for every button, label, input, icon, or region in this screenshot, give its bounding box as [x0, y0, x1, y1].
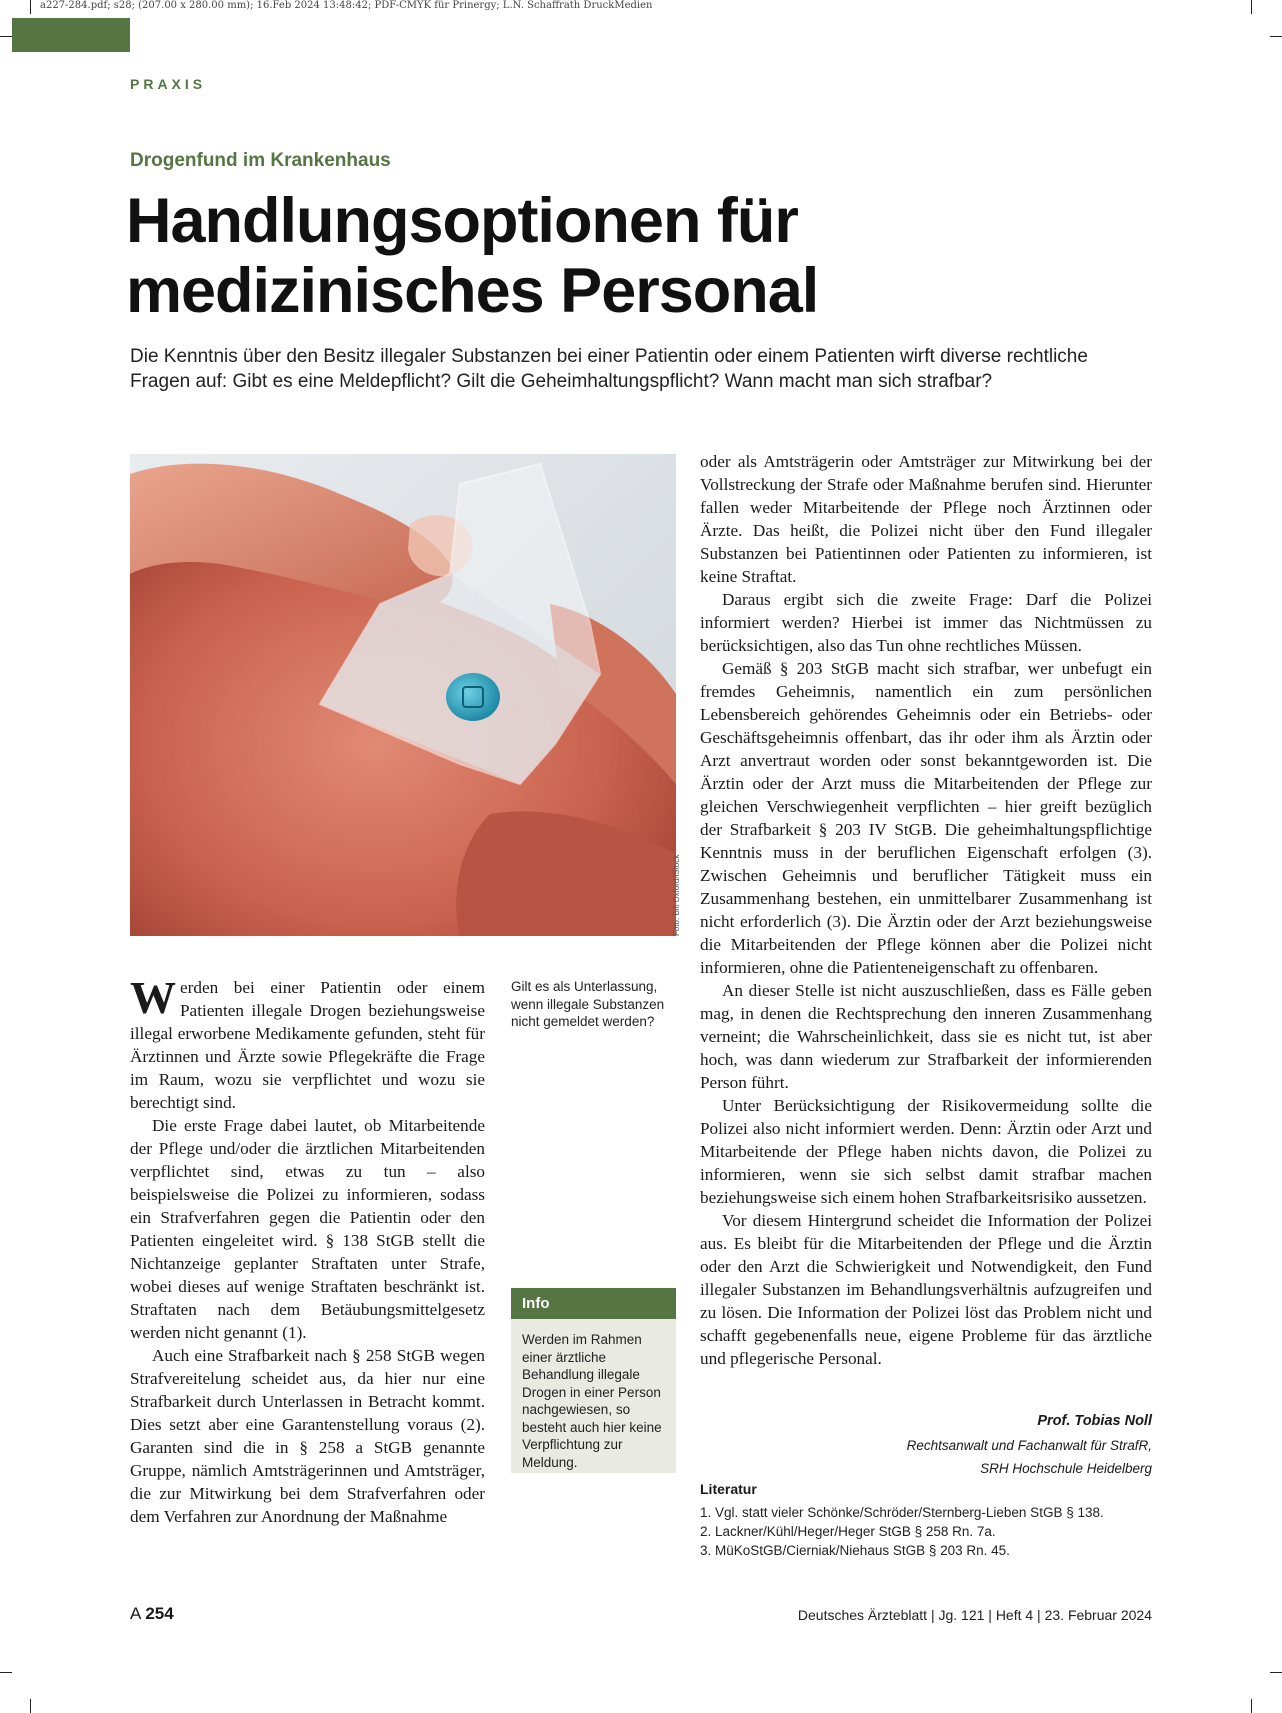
- photo-credit: Foto: Bill Oxford/iStock: [672, 854, 681, 936]
- literature-title: Literatur: [700, 1481, 757, 1497]
- body-column-right: [700, 450, 1152, 1370]
- pull-quote: Gilt es als Unterlassung, wenn illegale Substanzen nicht gemeldet werden?: [511, 979, 665, 1029]
- section-label: PRAXIS: [130, 76, 207, 92]
- article-headline: [126, 186, 1026, 326]
- headline-line-1: Handlungsoptionen für: [126, 186, 798, 256]
- page-prefix: A: [130, 1604, 142, 1623]
- journal-citation: Deutsches Ärzteblatt | Jg. 121 | Heft 4 | 23. Februar 2024: [797, 1607, 1152, 1623]
- body-paragraph: Die erste Frage dabei lautet, ob Mitarbeitende der Pflege und/oder die ärztlichen Mitarbeitenden verpflichtet sind, etwas zu tun – also beispielsweise die Polizei zu informieren, sodass ein Strafverfahren gegen die Patientin oder den Patienten eingeleitet wird. § 138 StGB stellt die Nichtanzeige geplanter Straftaten unter Strafe, wobei dieses auf wenige Straftaten beschränkt ist. Straftaten nach dem Betäubungsmittelgesetz werden nicht genannt (1).: [130, 1116, 485, 1342]
- body-paragraph: An dieser Stelle ist nicht auszuschließen, dass es Fälle geben mag, in denen die Rechtsprechung den inneren Zusammenhang verneint; die Wahrscheinlichkeit, dass sie es nicht tut, ist aber hoch, was dann wiederum zur Strafbarkeit der informierenden Person führt.: [700, 981, 1152, 1092]
- hand-with-pill-bag-image: [130, 454, 676, 936]
- info-box-text: Werden im Rahmen einer ärztliche Behandlung illegale Drogen in einer Person nachgewiesen, so besteht auch hier keine Verpflichtung zur Meldung.: [522, 1332, 662, 1470]
- drop-cap: W: [130, 972, 176, 1023]
- body-column-left: [130, 972, 485, 1528]
- literature-list: [700, 1503, 1104, 1560]
- headline-line-2: medizinisches Personal: [126, 256, 819, 326]
- body-paragraph: Unter Berücksichtigung der Risikovermeidung sollte die Polizei also nicht informiert werden. Denn: Ärztin oder Arzt und Mitarbeitende der Pflege haben nichts davon, die Polizei zu informieren, wenn sie sich selbst damit strafbar machen beziehungsweise sich einem hohen Strafbarkeitsrisiko aussetzen.: [700, 1096, 1152, 1207]
- crop-mark: [1270, 36, 1282, 37]
- body-paragraph: Auch eine Strafbarkeit nach § 258 StGB wegen Strafvereitelung scheidet aus, da hier nur eine Strafbarkeit durch Unterlassen in Betracht kommt. Dies setzt aber eine Garantenstellung voraus (2). Garanten sind die in § 258 a StGB genannte Gruppe, nämlich Amtsträgerinnen und Amtsträger, die zur Mitwirkung bei dem Strafverfahren oder dem Verfahren zur Anordnung der Maßnahme: [130, 1346, 485, 1526]
- author-organization: SRH Hochschule Heidelberg: [980, 1461, 1152, 1476]
- literature-item: 1. Vgl. statt vieler Schönke/Schröder/Sternberg-Lieben StGB § 138.: [700, 1505, 1104, 1520]
- crop-mark: [30, 1699, 31, 1713]
- body-paragraph: [130, 972, 485, 1114]
- author-role: Rechtsanwalt und Fachanwalt für StrafR,: [906, 1438, 1152, 1453]
- crop-mark: [1251, 1699, 1252, 1713]
- info-box-title: Info: [511, 1288, 676, 1319]
- info-box: [511, 1288, 676, 1473]
- section-color-tab: [12, 18, 130, 52]
- body-paragraph: Daraus ergibt sich die zweite Frage: Darf die Polizei informiert werden? Hierbei ist immer das Nichtmüssen zu berücksichtigen, also das Tun ohne rechtliches Müssen.: [700, 590, 1152, 655]
- crop-mark: [30, 0, 31, 14]
- article-photo: [130, 454, 676, 936]
- article-kicker: Drogenfund im Krankenhaus: [130, 150, 391, 171]
- body-paragraph: Vor diesem Hintergrund scheidet die Information der Polizei aus. Es bleibt für die Mitarbeitenden der Pflege und die Ärztin oder den Arzt die Schwierigkeit und Notwendigkeit, den Fund illegaler Substanzen im Behandlungsverhältnis aufzugreifen und zu lösen. Die Information der Polizei löst das Problem nicht und schafft gegebenenfalls neue, eigene Probleme für das ärztliche und pflegerische Personal.: [700, 1211, 1152, 1368]
- article-lead: Die Kenntnis über den Besitz illegaler Substanzen bei einer Patientin oder einem Patienten wirft diverse rechtliche Fragen auf: Gibt es eine Meldepflicht? Gilt die Geheimhaltungspflicht? Wann macht man sich strafbar?: [130, 346, 1088, 392]
- crop-mark: [1270, 1672, 1282, 1673]
- body-paragraph: oder als Amtsträgerin oder Amtsträger zur Mitwirkung bei der Vollstreckung der Strafe oder Maßnahme berufen sind. Hierunter fallen weder Mitarbeitende der Pflege noch Ärztinnen oder Ärzte. Das heißt, die Polizei nicht über den Fund illegaler Substanzen bei Patientinnen oder Patienten zu informieren, ist keine Straftat.: [700, 452, 1152, 586]
- printer-slug: a227-284.pdf; s28; (207.00 x 280.00 mm); 16.Feb 2024 13:48:42; PDF-CMYK für Prinergy; L.N. Schaffrath DruckMedien: [40, 0, 653, 11]
- literature-item: 3. MüKoStGB/Cierniak/Niehaus StGB § 203 Rn. 45.: [700, 1543, 1010, 1558]
- page-number-value: 254: [145, 1604, 174, 1623]
- crop-mark: [0, 1672, 12, 1673]
- literature-item: 2. Lackner/Kühl/Heger/Heger StGB § 258 Rn. 7a.: [700, 1524, 996, 1539]
- body-paragraph: Gemäß § 203 StGB macht sich strafbar, wer unbefugt ein fremdes Geheimnis, namentlich ein zum persönlichen Lebensbereich gehörendes Geheimnis oder ein Betriebs- oder Geschäftsgeheimnis offenbart, das ihr oder ihm als Ärztin oder Arzt anvertraut worden oder sonst bekanntgeworden ist. Die Ärztin oder der Arzt muss die Mitarbeitenden der Pflege zur gleichen Verschwiegenheit verpflichten – hier greift bezüglich der Strafbarkeit § 203 IV StGB. Die geheimhaltungspflichtige Kenntnis muss in der beruflichen Eigenschaft erfolgen (3). Zwischen Geheimnis und beruflicher Tätigkeit muss ein Zusammenhang bestehen, ein unmittelbarer Zusammenhang ist nicht erforderlich (3). Die Ärztin oder der Arzt beziehungsweise die Mitarbeitenden der Pflege können aber die Polizei nicht informieren, ohne die Patienteneigenschaft zu offenbaren.: [700, 659, 1152, 977]
- crop-mark: [1251, 0, 1252, 14]
- page-number: [130, 1604, 174, 1624]
- paragraph-text: erden bei einer Patientin oder einem Patienten illegale Drogen beziehungsweise illegal erworbene Medikamente gefunden, steht für Ärztinnen und Ärzte sowie Pflegekräfte die Frage im Raum, wozu sie verpflichtet und wozu sie berechtigt sind.: [130, 978, 485, 1112]
- crop-mark: [0, 36, 12, 37]
- author-name: Prof. Tobias Noll: [1037, 1413, 1152, 1429]
